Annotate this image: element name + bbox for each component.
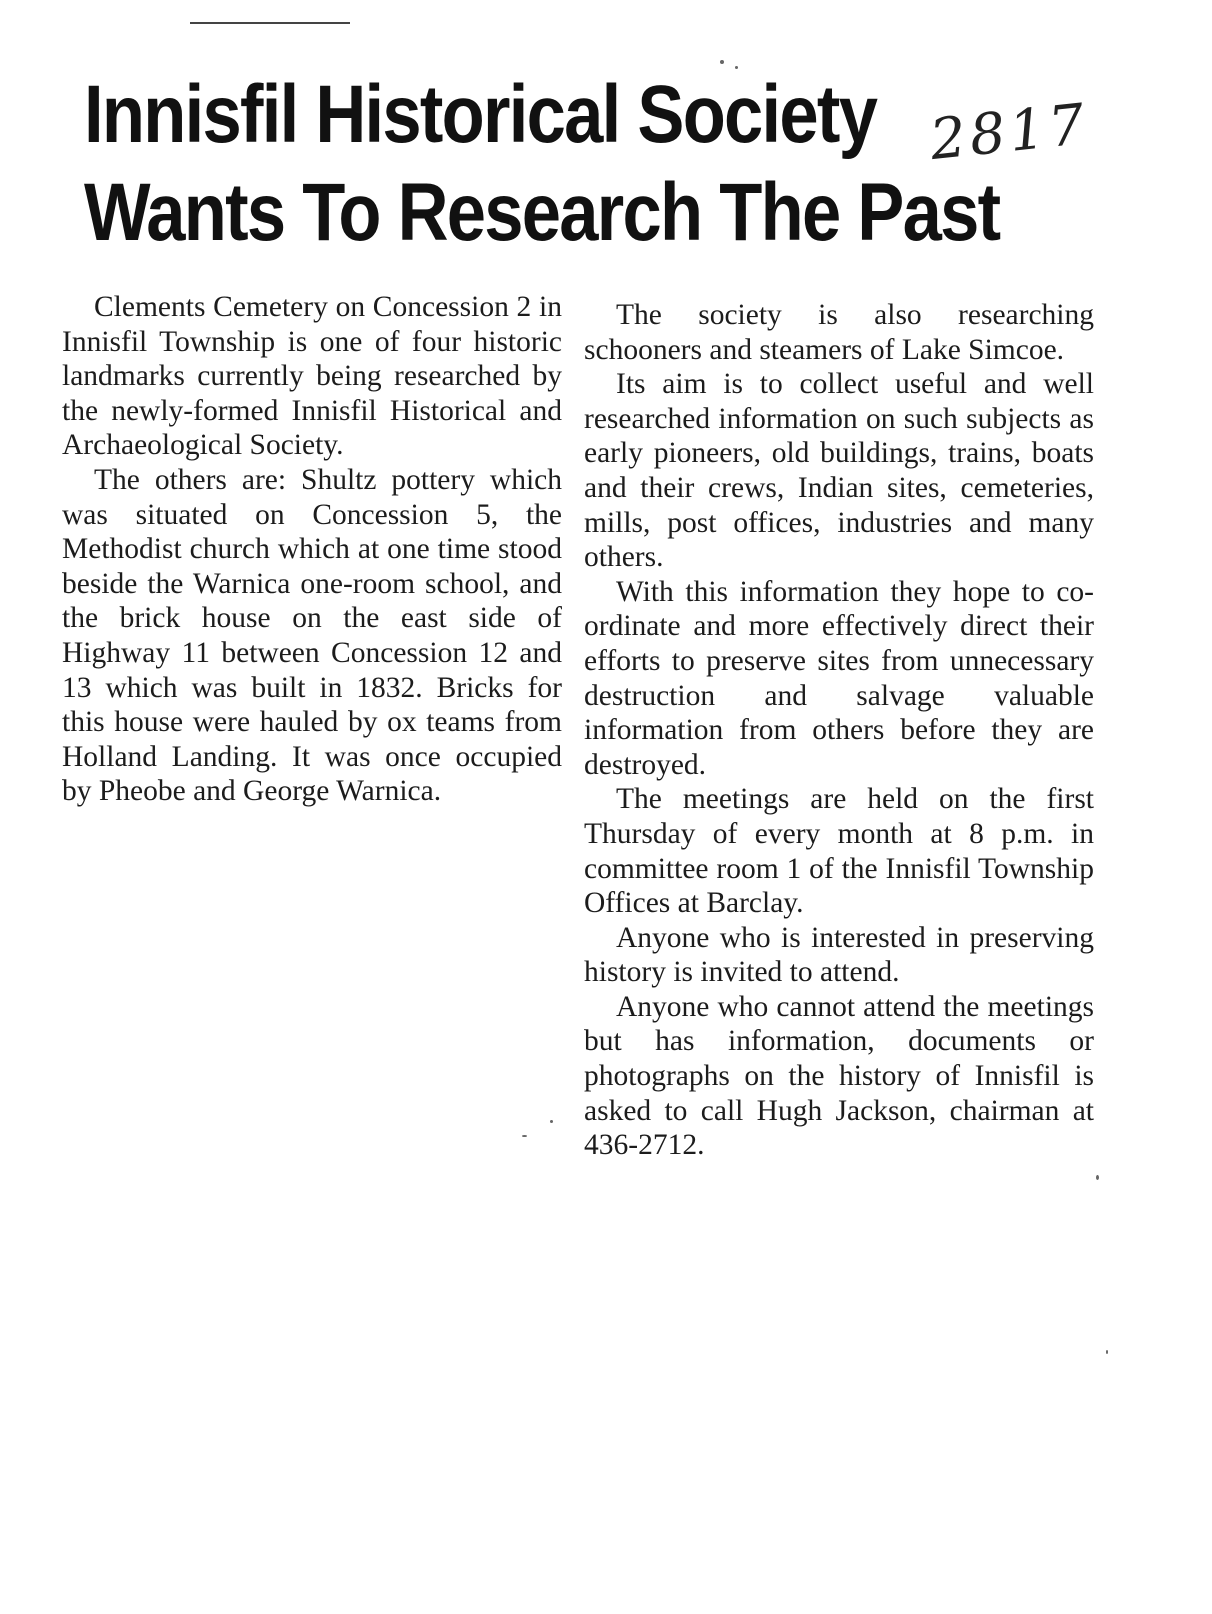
scan-speck (720, 60, 724, 64)
paragraph: With this information they hope to co-ordinate and more effectively direct their efforts to preserve sites from unnecessary destruction and salvage valuable information from others before they are destroyed. (584, 575, 1094, 781)
paragraph: Its aim is to collect useful and well researched information on such subjects as early pioneers, old buildings, trains, boats and their crews, Indian sites, cemeteries, mills, post offices, industries and many others. (584, 368, 1094, 574)
scan-speck (550, 1120, 553, 1123)
scan-speck (1106, 1350, 1108, 1354)
paragraph: Clements Cemetery on Concession 2 in Innisfil Township is one of four historic landmarks currently being researched by the newly-formed Innisfil Historical and Archaeological Society. (62, 291, 562, 462)
scan-speck (522, 1135, 527, 1137)
left-column (62, 290, 562, 809)
paragraph: The meetings are held on the first Thursday of every month at 8 p.m. in committee room 1 of the Innisfil Township Offices at Barclay. (584, 783, 1094, 920)
paragraph: The society is also researching schooners and steamers of Lake Simcoe. (584, 299, 1094, 366)
headline-line-1: Innisfil Historical Society (84, 69, 877, 160)
right-column (584, 298, 1094, 1163)
handwritten-clipping-number: 2817 (927, 91, 1092, 174)
paragraph: The others are: Shultz pottery which was situated on Concession 5, the Methodist church which at one time stood beside the Warnica one-room school, and the brick house on the east side of Highway 11 between Concession 12 and 13 which was built in 1832. Bricks for this house were hauled by ox teams from Holland Landing. It was once occupied by Pheobe and George Warnica. (62, 463, 562, 808)
headline-line-2: Wants To Research The Past (84, 167, 1000, 258)
scan-speck (735, 66, 738, 69)
paragraph: Anyone who is interested in preserving history is invited to attend. (584, 921, 1094, 989)
scan-speck (1096, 1175, 1099, 1180)
top-rule (190, 22, 350, 24)
headline (84, 66, 1030, 262)
paragraph: Anyone who cannot attend the meetings but has information, documents or photographs on the history of Innisfil is asked to call Hugh Jackson, chairman at 436-2712. (584, 990, 1094, 1162)
